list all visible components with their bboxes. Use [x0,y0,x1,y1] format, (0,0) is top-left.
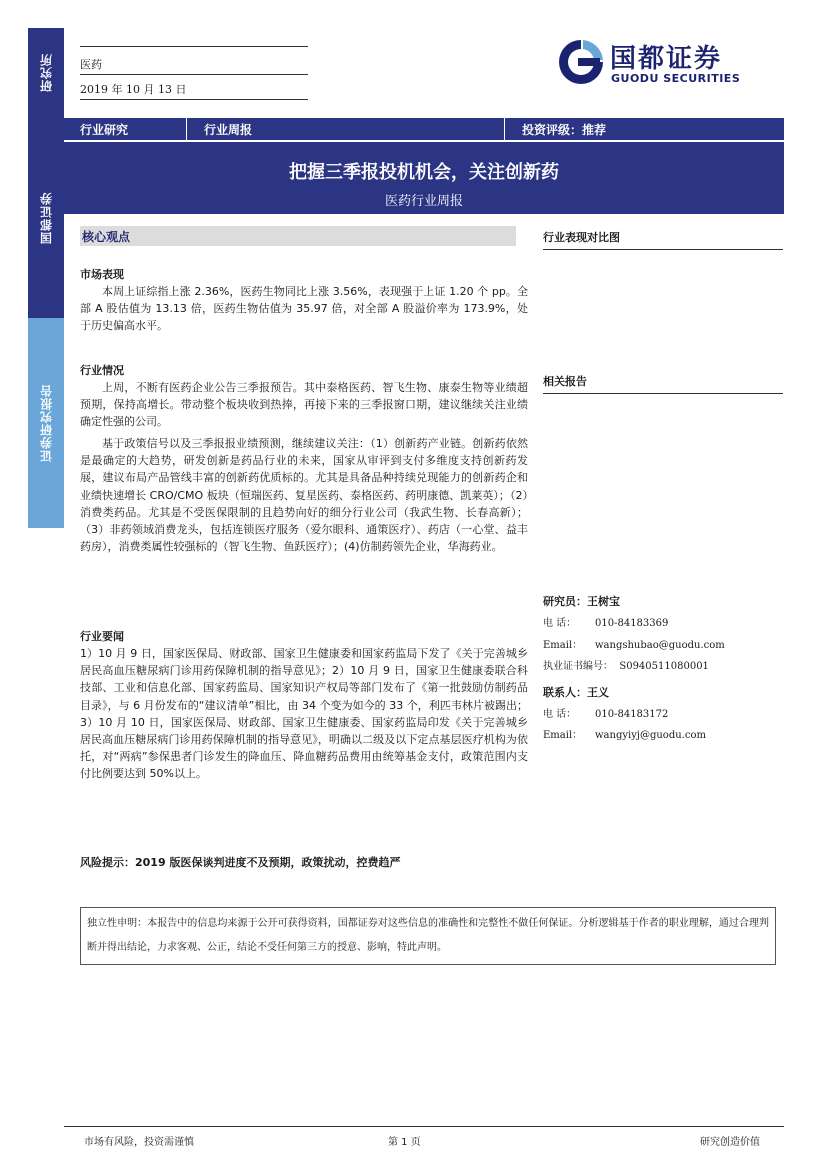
disclaimer-box: 独立性申明：本报告中的信息均来源于公开可获得资料，国都证券对这些信息的准确性和完整性不做任何保证。分析逻辑基于作者的职业理解，通过合理判断并得出结论，力求客观、公正，结论不受任何第三方的授意、影响，特此声明。 [80,907,776,965]
company-logo [556,38,756,86]
header-rule-middle [80,74,308,75]
band-divider [504,118,505,140]
header-rule-bottom [80,99,308,100]
header-sector: 医药 [80,58,102,71]
researcher-cert [543,657,709,672]
band-report-type: 行业研究 [80,123,129,137]
header-rule-top [80,46,308,47]
contact-email-label: Email： [543,730,583,741]
logo-name-cn: 国都证券 [610,44,723,74]
sidebar-label-company: 国都证券 [39,192,54,244]
researcher-email-label: Email： [543,640,583,651]
footer-left: 市场有风险，投资需谨慎 [84,1137,194,1148]
risk-warning: 风险提示：2019 版医保谈判进度不及预期，政策扰动，控费趋严 [80,856,401,869]
sidebar-label-report-type: 证券研究报告 [39,384,54,462]
news-heading: 行业要闻 [80,630,124,643]
industry-paragraph-1: 上周，不断有医药企业公告三季报预告。其中泰格医药、智飞生物、康泰生物等业绩超预期，保持高增长。带动整个板块收到热捧，再接下来的三季报窗口期，建议继续关注业绩确定性强的公司。 [80,381,528,429]
band-report-category: 行业周报 [204,123,253,137]
contact-phone [543,705,668,720]
market-heading: 市场表现 [80,268,124,281]
researcher-cert-label: 执业证书编号： [543,661,613,672]
report-info-band [64,118,784,140]
researcher-phone-value: 010-84183369 [595,618,669,629]
market-paragraph: 本周上证综指上涨 2.36%，医药生物同比上涨 3.56%，表现强于上证 1.20 个 pp。全部 A 股估值为 13.13 倍，医药生物估值为 35.97 倍，对全部 A 股溢价率为 173.9%，处于历史偏高水平。 [80,285,528,333]
researcher-cert-value: S0940511080001 [619,661,709,672]
band-rating: 投资评级：推荐 [522,123,607,137]
researcher-email [543,636,725,651]
contact-phone-value: 010-84183172 [595,709,669,720]
page-subtitle: 医药行业周报 [384,194,463,209]
contact-phone-label: 电 话： [543,709,577,720]
header-date: 2019 年 10 月 13 日 [80,83,187,96]
industry-paragraph-2: 基于政策信号以及三季报报业绩预测，继续建议关注：（1）创新药产业链。创新药依然是最确定的大趋势，研发创新是药品行业的未来，国家从审评到支付多维度支持创新药发展，建议布局产品管线丰富的创新药优质标的。尤其是具备品种持续兑现能力的创新药企和业绩快速增长 CRO/CMO 板块（恒瑞医药、复星医药、泰格医药、药明康德、凯莱英）；（2）消费类药品。尤其是不受医保限制的且趋势向好的细分行业公司（我武生物、长春高新）；（3）非药领域消费龙头，包括连锁医疗服务（爱尔眼科、通策医疗）、药店（一心堂、益丰药房），消费类属性较强标的（智飞生物、鱼跃医疗）；(4)仿制药领先企业，华海药业。 [80,437,528,554]
industry-heading: 行业情况 [80,364,124,377]
contact-email-value[interactable]: wangyiyj@guodu.com [595,730,706,741]
core-section-label-text: 核心观点 [82,230,131,244]
title-block [64,142,784,214]
page-title: 把握三季报投机机会，关注创新药 [289,162,559,183]
researcher-name: 研究员：王树宝 [543,595,620,608]
contact-name: 联系人：王义 [543,686,609,699]
page-number: 第 1 页 [388,1137,421,1148]
band-divider [186,118,187,140]
sidebar-label-research-institute: 研究所 [39,53,54,93]
related-reports-heading: 相关报告 [543,373,783,394]
logo-name-en: GUODU SECURITIES [611,72,741,85]
researcher-phone [543,614,668,629]
footer-right: 研究创造价值 [700,1137,760,1148]
core-section-label [80,226,516,246]
researcher-email-value[interactable]: wangshubao@guodu.com [595,640,725,651]
news-paragraph: 1）10 月 9 日，国家医保局、财政部、国家卫生健康委和国家药监局下发了《关于完善城乡居民高血压糖尿病门诊用药保障机制的指导意见》；2）10 月 9 日，国家卫生健康委联合科技部、工业和信息化部、国家药监局、国家知识产权局等部门发布了《第一批鼓励仿制药品目录》，与 6 月份发布的“建议清单”相比，由 34 个变为如今的 33 个，利匹韦林片被踢出；3）10 月 10 日，国家医保局、财政部、国家卫生健康委、国家药监局印发《关于完善城乡居民高血压糖尿病门诊用药保障机制的指导意见》，明确以二级及以下定点基层医疗机构为依托，对“两病”参保患者门诊发生的降血压、降血糖药品费用由统筹基金支付，政策范围内支付比例要达到 50%以上。 [80,647,528,781]
performance-chart-heading: 行业表现对比图 [543,229,783,250]
contact-email [543,726,706,741]
footer-rule [64,1126,784,1127]
logo-emblem-icon [556,38,606,86]
researcher-phone-label: 电 话： [543,618,577,629]
